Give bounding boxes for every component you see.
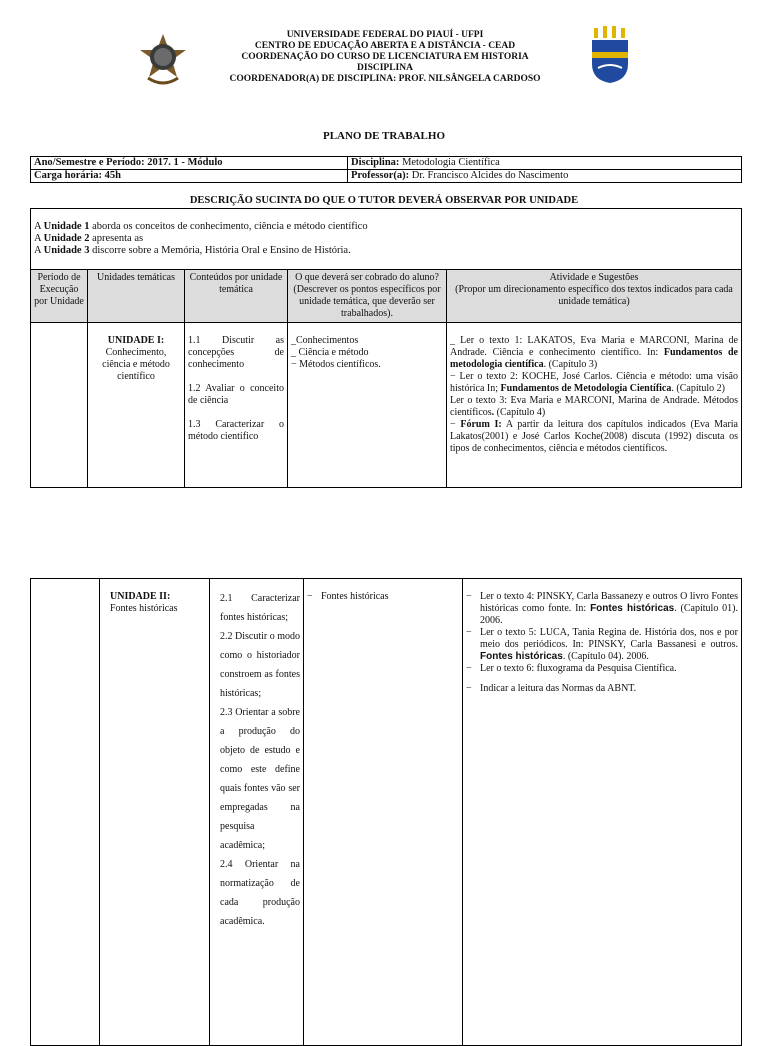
table-header-row [31, 270, 741, 323]
periodo-cell [31, 579, 100, 1046]
course-info-table [30, 156, 742, 183]
unit2-title: UNIDADE II: [110, 591, 171, 602]
unit2-cobrado: − Fontes históricas [304, 579, 463, 1046]
header-line: DISCIPLINA [357, 63, 413, 73]
unit1-title: UNIDADE I: [107, 335, 165, 346]
professor-value: Dr. Francisco Alcides do Nascimento [411, 170, 569, 181]
unit1-cobrado: _Conhecimentos _ Ciência e método − Métodos científicos. [288, 323, 447, 488]
col-atividade: Atividade e Sugestões (Propor um direcionamento específico dos textos indicados para cada unidade temática) [447, 270, 742, 323]
unit1-atividades: _ Ler o texto 1: LAKATOS, Eva Maria e MARCONI, Marina de Andrade. Ciência e conhecimento científico. In: Fundamentos de metodologia científica. (Capítulo 3) − Ler o texto 2: KOCHE, José Carlos. Ciência e método: uma visão histórica In; Fundamentos de Metodologia Científica. (Capítulo 2) Ler o texto 3: Eva Maria e MARCONI, Marina de Andrade. Métodos científicos. (Capítulo 4) − Fórum I: A partir da leitura dos capítulos indicados (Eva Maria Lakatos(2001) e José Carlos Koche(2008) discuta (1992) discuta os tipos de conhecimentos, ciência e métodos científicos. [447, 323, 742, 488]
col-conteudos: Conteúdos por unidade temática [185, 270, 288, 323]
intro-line: A Unidade 1 aborda os conceitos de conhecimento, ciência e método científico [34, 221, 368, 232]
carga-horaria: Carga horária: 45h [31, 170, 348, 183]
unit2-subtitle: Fontes históricas [110, 603, 178, 614]
unit1-subtitle: Conhecimento, ciência e método científico [102, 347, 170, 382]
table-row [31, 323, 741, 488]
unit1-conteudos: 1.1 Discutir as concepções de conhecimento 1.2 Avaliar o conceito de ciência 1.3 Caracterizar o método científico [185, 323, 288, 488]
plan-table [31, 269, 741, 488]
units-intro [31, 209, 741, 269]
unit2-cell [100, 579, 210, 1046]
section-title: DESCRIÇÃO SUCINTA DO QUE O TUTOR DEVERÁ OBSERVAR POR UNIDADE [189, 195, 579, 206]
page-title: PLANO DE TRABALHO [322, 130, 446, 142]
disciplina-value: Metodologia Científica [402, 157, 500, 168]
header-line: COORDENADOR(A) DE DISCIPLINA: PROF. NILSÂNGELA CARDOSO [229, 74, 541, 84]
ano-semestre: Ano/Semestre e Período: 2017. 1 - Módulo [31, 157, 348, 170]
periodo-cell [31, 323, 88, 488]
col-cobrado: O que deverá ser cobrado do aluno? (Descrever os pontos específicos por unidade temática, que deverão ser trabalhados). [288, 270, 447, 323]
header-line: CENTRO DE EDUCAÇÃO ABERTA E A DISTÂNCIA - CEAD [254, 41, 516, 51]
unit1-cell [88, 323, 185, 488]
col-unidades: Unidades temáticas [88, 270, 185, 323]
units-box [30, 208, 742, 488]
table-row [31, 579, 742, 1046]
unit2-table [30, 578, 742, 1046]
ufpi-logo [590, 26, 630, 84]
brasil-coat-of-arms [136, 32, 190, 86]
unit2-atividades: − Ler o texto 4: PINSKY, Carla Bassanezy e outros O livro Fontes históricas como fonte. In: Fontes históricas. (Capítulo 01). 2006. − Ler o texto 5: LUCA, Tania Regina de. História dos, nos e por meio dos periódicos. In: PINSKY, Carla Bassanesi e outros. Fontes históricas. (Capítulo 04). 2006. − Ler o texto 6: fluxograma da Pesquisa Científica. − Indicar a leitura das Normas da ABNT. [463, 579, 742, 1046]
col-periodo: Período de Execução por Unidade [31, 270, 88, 323]
professor-label: Professor(a): [351, 170, 410, 181]
disciplina-cell [348, 157, 742, 170]
disciplina-label: Disciplina: [351, 157, 400, 168]
intro-line: A Unidade 3 discorre sobre a Memória, História Oral e Ensino de História. [34, 245, 351, 256]
header-line: UNIVERSIDADE FEDERAL DO PIAUÍ - UFPI [286, 30, 484, 40]
header-line: COORDENAÇÃO DO CURSO DE LICENCIATURA EM HISTORIA [241, 52, 529, 62]
institution-header [190, 30, 580, 85]
professor-cell [348, 170, 742, 183]
unit2-conteudos: 2.1 Caracterizar fontes históricas; 2.2 Discutir o modo como o historiador constroem as fontes históricas; 2.3 Orientar a sobre a produção do objeto de estudo e como este define quais fontes vão ser empregadas na pesquisa acadêmica; 2.4 Orientar na normatização de cada produção acadêmica. [210, 579, 304, 1046]
intro-line: A Unidade 2 apresenta as [34, 233, 144, 244]
